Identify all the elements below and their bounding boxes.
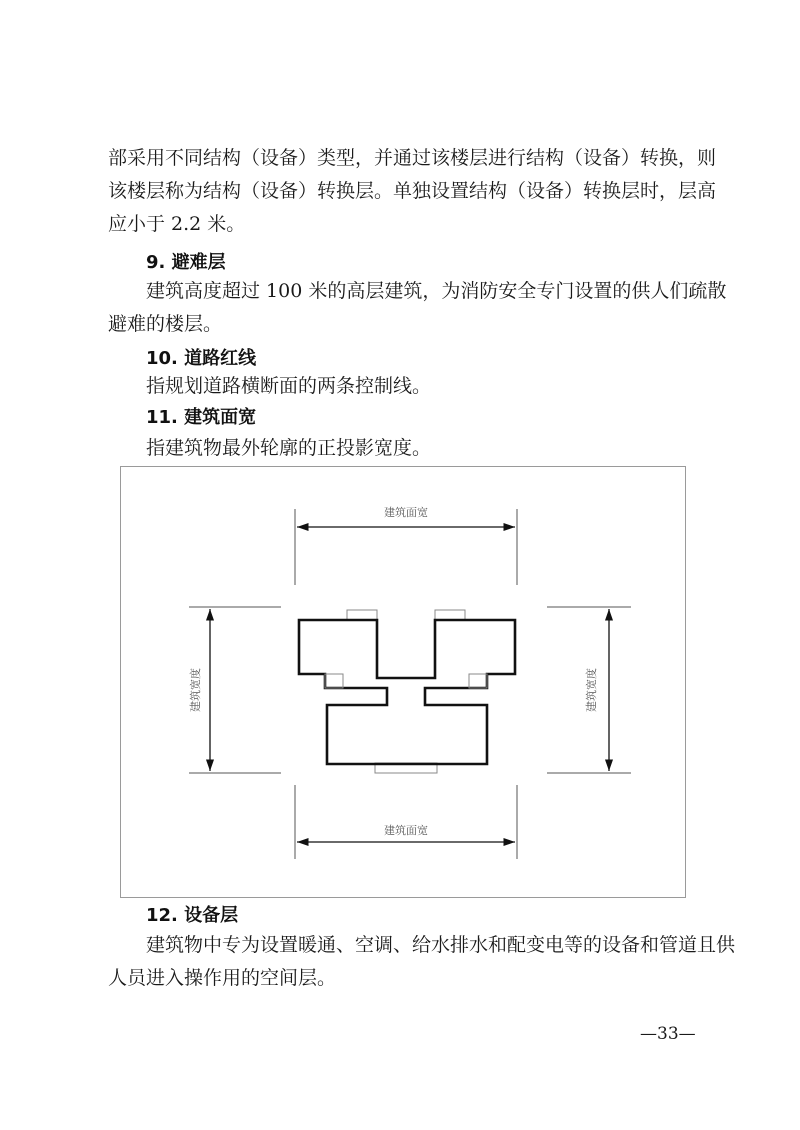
right-dimension-label: 建筑宽度 (585, 668, 598, 712)
building-outline (299, 620, 515, 764)
left-bay-notch (325, 674, 343, 688)
text-line: 人员进入操作用的空间层。 (108, 967, 337, 989)
text-line: 应小于 2.2 米。 (108, 213, 246, 235)
bottom-dimension-label: 建筑面宽 (384, 824, 428, 837)
text-line: 该楼层称为结构（设备）转换层。单独设置结构（设备）转换层时，层高 (108, 180, 717, 202)
section-heading-refuge-floor: 9. 避难层 (146, 252, 226, 273)
right-bay-notch (469, 674, 487, 688)
section-heading-building-frontage: 11. 建筑面宽 (146, 407, 257, 428)
text-line: 部采用不同结构（设备）类型，并通过该楼层进行结构（设备）转换，则 (108, 147, 717, 169)
text-line: 建筑高度超过 100 米的高层建筑，为消防安全专门设置的供人们疏散 (146, 280, 727, 302)
intro-paragraph (108, 142, 717, 241)
top-projection-left (347, 610, 377, 620)
top-dimension-label: 建筑面宽 (384, 506, 428, 519)
section-heading-equipment-floor: 12. 设备层 (146, 905, 239, 926)
section-heading-road-red-line: 10. 道路红线 (146, 348, 257, 369)
diagram-svg (121, 467, 687, 899)
text-line: 指规划道路横断面的两条控制线。 (146, 375, 432, 397)
text-line: 建筑物中专为设置暖通、空调、给水排水和配变电等的设备和管道且供 (146, 934, 736, 956)
section-body-refuge-floor (108, 275, 727, 341)
building-frontage-diagram (120, 466, 686, 898)
section-body-equipment-floor (108, 929, 736, 995)
section-body-building-frontage (108, 432, 708, 465)
page-number: —33— (640, 1024, 696, 1044)
text-line: 指建筑物最外轮廓的正投影宽度。 (146, 437, 432, 459)
top-projection-right (435, 610, 465, 620)
section-body-road-red-line (108, 370, 708, 403)
text-line: 避难的楼层。 (108, 313, 223, 335)
left-dimension-label: 建筑宽度 (189, 668, 202, 712)
